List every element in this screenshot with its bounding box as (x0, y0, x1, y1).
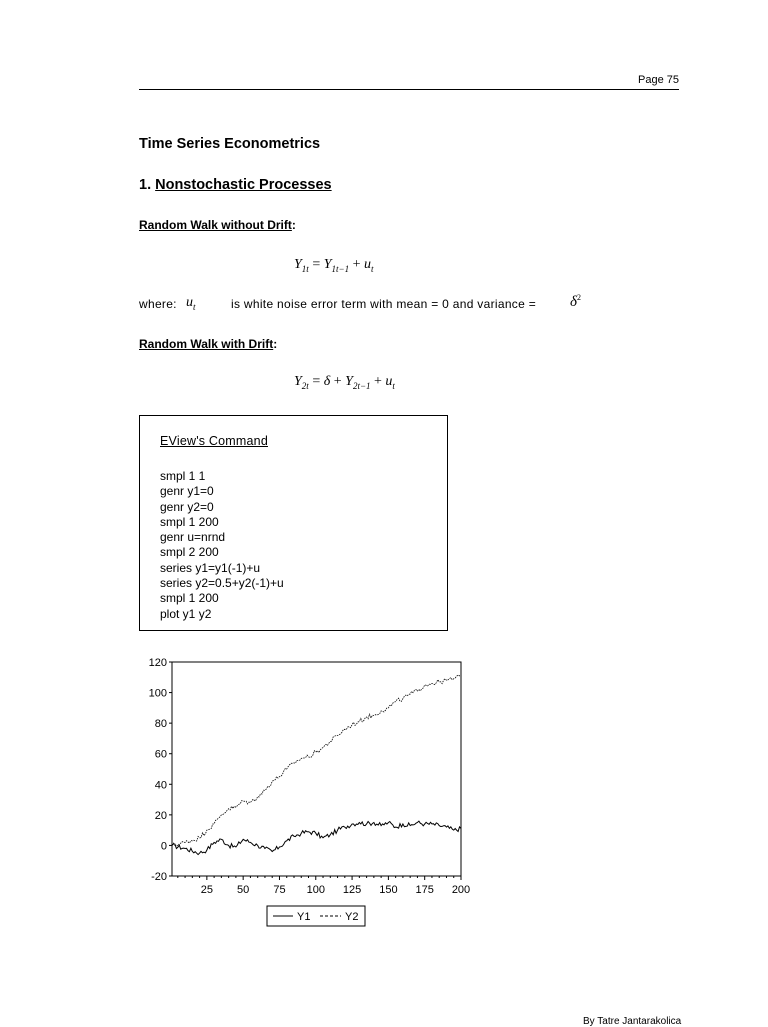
eq1-lhs: Y (294, 257, 302, 272)
eq2-rhs2: u (385, 374, 393, 389)
eq1-rhs2-sub: t (371, 263, 374, 274)
eq1-lhs-sub: 1t (301, 263, 309, 274)
x-tick-label: 75 (273, 884, 286, 896)
y-tick-label: -20 (151, 871, 167, 883)
page-number: Page 75 (638, 74, 679, 86)
sigma-symbol: δ (570, 294, 577, 310)
eq2-lhs-sub: 2t (301, 380, 309, 391)
random-walk-with-drift-heading (139, 337, 277, 351)
y-tick-label: 80 (154, 718, 167, 731)
eq2-rhs2-sub: t (392, 380, 395, 391)
y-tick-label: 40 (154, 779, 167, 792)
where-label: where: (139, 297, 177, 311)
legend-label-y2: Y2 (345, 911, 359, 923)
eq1-rhs2: u (364, 257, 371, 272)
chart-layer (149, 657, 471, 926)
error-term-symbol (186, 295, 196, 312)
eq2-rhs1-sub: 2t−1 (352, 380, 371, 391)
command-line: genr y1=0 (160, 484, 214, 499)
eq2-lhs: Y (294, 374, 302, 389)
section-number: 1. (139, 177, 152, 193)
x-tick-label: 200 (451, 884, 471, 896)
eq2-rhs1: Y (345, 374, 353, 389)
x-tick-label: 175 (415, 884, 434, 896)
command-line: smpl 1 1 (160, 469, 206, 483)
random-walk-without-drift-heading (139, 218, 296, 232)
error-symbol: u (186, 295, 193, 310)
x-tick-label: 100 (306, 884, 325, 896)
command-box-title: EView's Command (160, 434, 268, 448)
eq2-equals: = (312, 374, 321, 389)
command-line: genr y2=0 (160, 499, 214, 514)
command-list (160, 469, 284, 622)
eviews-command-box (139, 415, 448, 631)
subheading-label: Random Walk with Drift (139, 337, 274, 351)
y-tick-label: 20 (154, 809, 167, 822)
eq1-rhs1-sub: 1t−1 (331, 263, 350, 274)
y-tick-label: 60 (154, 748, 167, 761)
header-rule (139, 89, 679, 90)
variance-symbol (570, 293, 581, 311)
command-line: series y2=0.5+y2(-1)+u (160, 576, 284, 591)
subheading-label: Random Walk without Drift (139, 218, 292, 232)
subheading-colon: : (291, 218, 296, 232)
random-walk-chart (140, 650, 480, 935)
subheading-colon: : (273, 337, 278, 351)
error-symbol-sub: t (193, 301, 196, 312)
equation-random-walk-drift (294, 374, 395, 391)
eq2-plus1: + (333, 374, 342, 389)
x-tick-label: 150 (379, 884, 398, 896)
y-tick-label: 100 (148, 687, 167, 700)
plot-frame (172, 662, 461, 876)
eq2-delta: δ (323, 374, 331, 389)
legend-label-y1: Y1 (297, 911, 311, 923)
section-title: Nonstochastic Processes (155, 177, 332, 193)
eq2-plus2: + (374, 374, 382, 389)
series-line-y2 (172, 675, 461, 846)
eq1-plus: + (352, 257, 361, 272)
eq1-rhs1: Y (323, 257, 332, 272)
x-tick-label: 50 (237, 884, 250, 896)
x-tick-label: 125 (342, 884, 362, 896)
command-line: genr u=nrnd (160, 530, 226, 545)
eq1-equals: = (312, 257, 321, 272)
y-tick-label: 0 (160, 840, 167, 853)
command-line: smpl 1 200 (160, 514, 219, 529)
y-tick-label: 120 (148, 657, 167, 669)
series-line-y1 (172, 821, 461, 855)
section-heading (139, 177, 332, 193)
command-line: smpl 1 200 (160, 591, 219, 606)
sigma-exponent: 2 (576, 293, 581, 302)
command-line: series y1=y1(-1)+u (160, 560, 261, 575)
where-description: is white noise error term with mean = 0 and variance = (231, 297, 537, 311)
command-line: plot y1 y2 (160, 606, 212, 621)
x-tick-label: 25 (200, 884, 213, 896)
page-footer: By Tatre Jantarakolica (583, 1016, 682, 1027)
command-line: smpl 2 200 (160, 545, 219, 560)
equation-random-walk (294, 257, 374, 274)
document-title: Time Series Econometrics (139, 136, 321, 152)
